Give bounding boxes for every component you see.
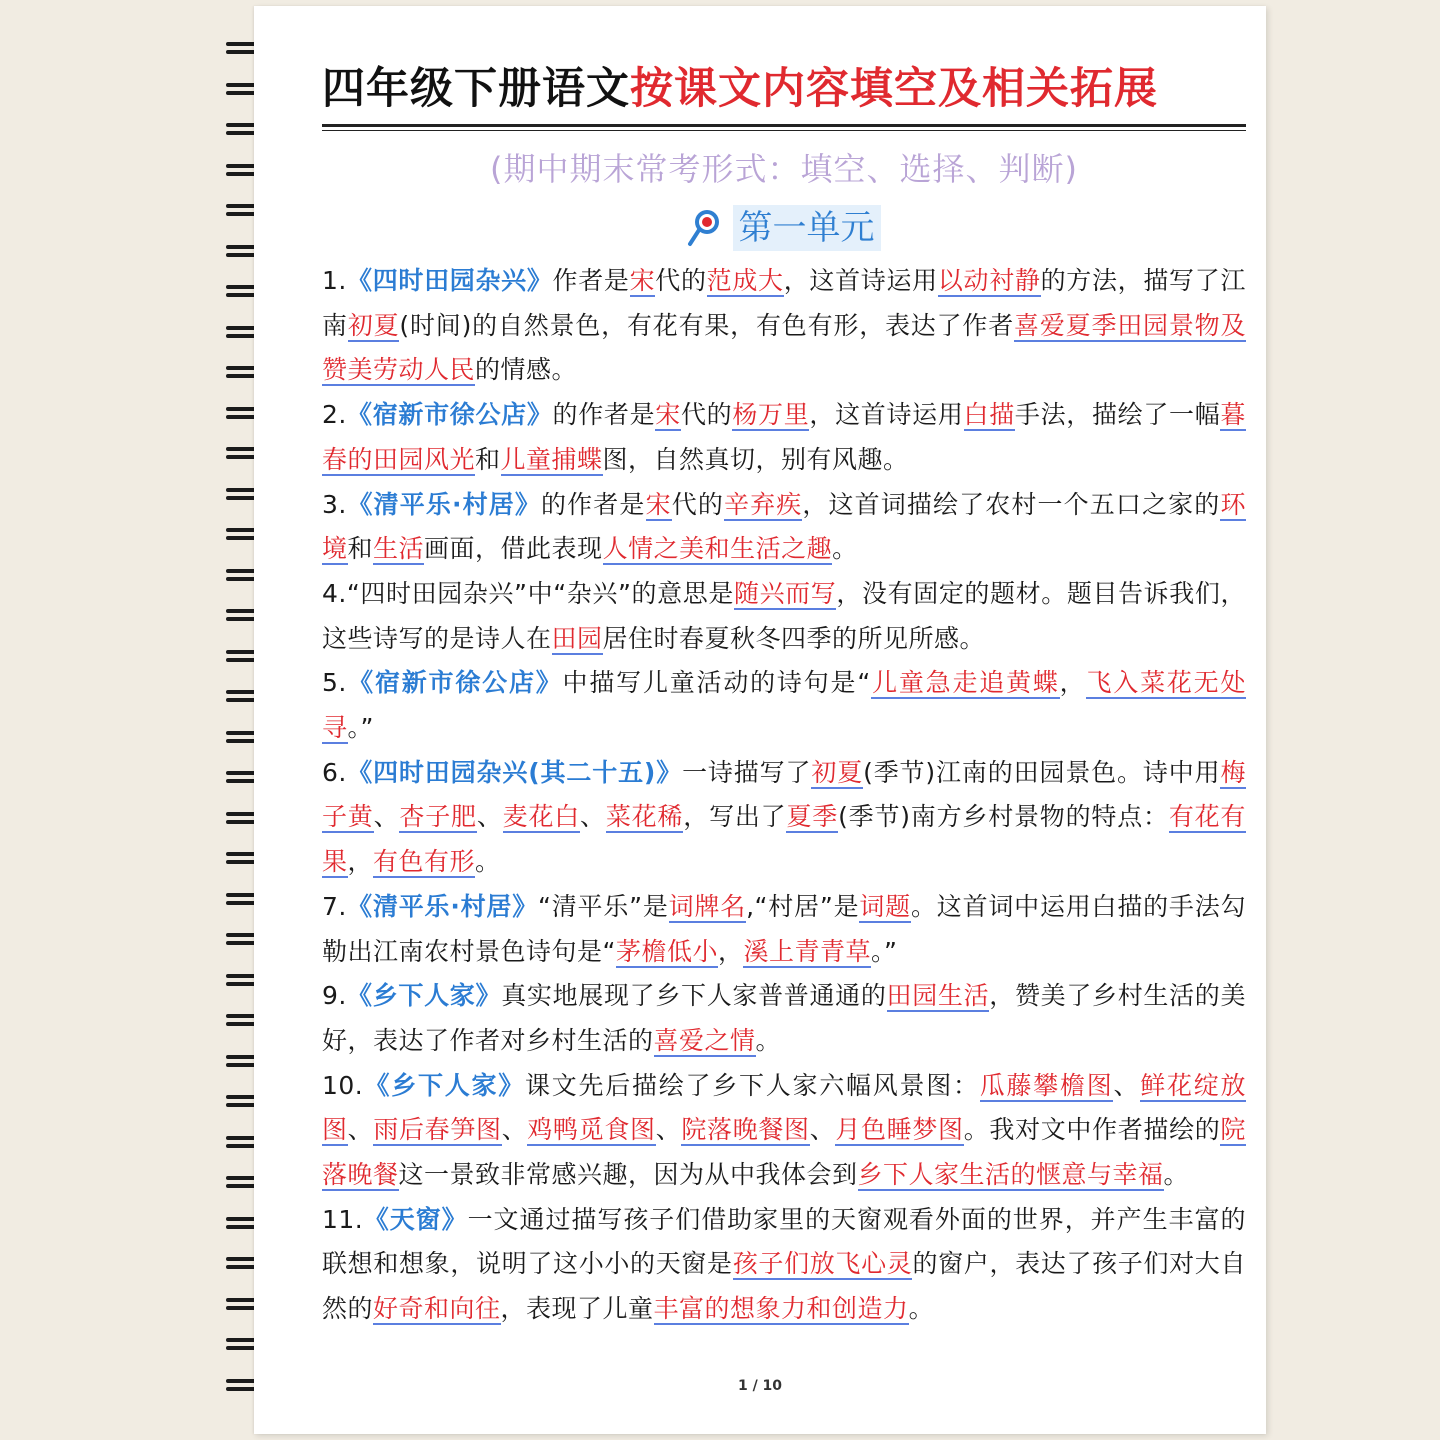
question-text: ，这首词描绘了农村一个五口之家的	[802, 489, 1221, 519]
answer-blank: 梅子黄	[322, 757, 1246, 832]
question-text: 和	[347, 534, 374, 564]
question-item	[322, 661, 1246, 750]
question-text: ，这首诗运用	[809, 400, 964, 430]
book-title: 《乡下人家》	[346, 981, 502, 1011]
question-text: 11.	[322, 1204, 364, 1234]
question-text: ，	[1059, 668, 1087, 698]
answer-blank: 初夏	[347, 310, 400, 340]
question-text: 10.	[322, 1070, 364, 1100]
subtitle: (期中期末常考形式：填空、选择、判断)	[490, 150, 1078, 188]
question-text: ，表现了儿童	[500, 1294, 654, 1324]
question-text: “清平乐”是	[538, 891, 669, 921]
question-item	[322, 1198, 1246, 1332]
question-text: 的情感。	[475, 355, 578, 385]
answer-blank: 范成大	[706, 266, 784, 295]
question-text: 、	[809, 1115, 836, 1145]
question-text: 。	[1163, 1160, 1190, 1190]
title-rule	[322, 124, 1246, 127]
answer-blank: 瓜藤攀檐图	[979, 1070, 1114, 1100]
answer-blank: 儿童捕蝶	[500, 444, 603, 474]
book-title: 《乡下人家》	[363, 1070, 525, 1100]
question-text: 。	[475, 847, 501, 877]
answer-blank: 茅檐低小	[615, 936, 718, 966]
answer-blank: 词牌名	[668, 891, 747, 921]
question-text: 4.“四时田园杂兴”中“杂兴”的意思是	[322, 578, 734, 608]
question-text: 。	[908, 1294, 935, 1324]
answer-blank: 词题	[859, 891, 911, 921]
question-text: (季节)南方乡村景物的特点：	[838, 802, 1169, 832]
answer-blank: 好奇和向往	[373, 1294, 501, 1324]
book-title: 《宿新市徐公店》	[346, 668, 563, 698]
question-text: ,“村居”是	[746, 891, 860, 921]
question-text: ，写出了	[683, 802, 787, 832]
answer-blank: 儿童急走追黄蝶	[870, 668, 1060, 698]
answer-blank: 有色有形	[373, 847, 476, 877]
answer-blank: 鲜花绽放图	[322, 1070, 1246, 1145]
answer-blank: 鸡鸭觅食图	[527, 1115, 656, 1145]
question-text: 的窗户，表达了孩子们对大自然的	[322, 1249, 1246, 1324]
answer-blank: 白描	[963, 400, 1015, 430]
answer-blank: 丰富的想象力和创造力	[653, 1294, 909, 1324]
question-text: 。我对文中作者描绘的	[963, 1115, 1221, 1145]
question-text: 代的	[671, 489, 724, 519]
answer-blank: 田园	[551, 623, 603, 653]
title-rule-thin	[322, 130, 1246, 131]
answer-blank: 随兴而写	[733, 578, 837, 608]
answer-blank: 溪上青青草	[743, 936, 871, 966]
answer-blank: 宋	[629, 266, 656, 295]
question-text: 一文通过描写孩子们借助家里的天窗观看外面的世界，并产生丰富的联想和想象，说明了这小小的天窗是	[322, 1204, 1246, 1279]
answer-blank: 飞入菜花无处寻	[322, 668, 1246, 743]
question-text: 1.	[322, 266, 347, 295]
question-item	[322, 572, 1246, 661]
unit-label: 第一单元	[733, 205, 881, 251]
question-text: 、	[1113, 1070, 1141, 1100]
answer-blank: 有花有果	[322, 802, 1246, 877]
question-text: 中描写儿童活动的诗句是“	[562, 668, 871, 698]
question-text: 。	[755, 1025, 782, 1055]
question-text: 。”	[871, 936, 898, 966]
page-title	[322, 60, 1246, 124]
answer-blank: 院落晚餐图	[681, 1115, 810, 1145]
answer-blank: 喜爱夏季田园景物及赞美劳动人民	[322, 310, 1246, 385]
answer-blank: 喜爱之情	[653, 1025, 756, 1055]
question-text: 。这首词中运用白描的手法勾勒出江南农村景色诗句是“	[322, 891, 1246, 966]
question-text: 2.	[322, 400, 347, 430]
question-text: 手法，描绘了一幅	[1014, 400, 1221, 430]
question-text: 。	[832, 534, 858, 564]
answer-blank: 人情之美和生活之趣	[602, 534, 833, 564]
question-text: ，	[717, 936, 744, 966]
answer-blank: 月色睡梦图	[835, 1115, 964, 1145]
question-text: 居住时春夏秋冬四季的所见所感。	[602, 623, 986, 653]
question-text: 9.	[322, 981, 347, 1011]
question-text: ，	[347, 847, 374, 877]
question-text: 和	[475, 444, 501, 474]
question-text: 图，自然真切，别有风趣。	[602, 444, 909, 474]
question-text: ，赞美了乡村生活的美好，表达了作者对乡村生活的	[322, 981, 1246, 1055]
question-text: 、	[373, 802, 400, 832]
answer-blank: 菜花稀	[605, 802, 684, 832]
answer-blank: 麦花白	[502, 802, 581, 832]
question-text: 一诗描写了	[682, 757, 812, 787]
answer-blank: 田园生活	[886, 981, 990, 1011]
question-text: 7.	[322, 891, 347, 921]
book-title: 《天窗》	[363, 1204, 468, 1234]
question-text: 、	[476, 802, 503, 832]
title-red-part: 按课文内容填空及相关拓展	[630, 64, 1158, 114]
question-text: (季节)江南的田园景色。诗中用	[863, 757, 1221, 787]
answer-blank: 夏季	[786, 802, 839, 832]
question-text: 3.	[322, 489, 347, 519]
pin-icon	[687, 208, 723, 248]
question-text: 的作者是	[552, 400, 656, 430]
answer-blank: 初夏	[811, 757, 864, 787]
question-text: 6.	[322, 757, 347, 787]
page-indicator: 1 / 10	[737, 1378, 783, 1394]
question-list	[322, 259, 1246, 1332]
unit-header	[322, 201, 1246, 253]
question-text: 、	[501, 1115, 528, 1145]
answer-blank: 孩子们放飞心灵	[732, 1249, 913, 1279]
question-text: 5.	[322, 668, 347, 698]
answer-blank: 以动衬静	[937, 266, 1041, 295]
question-text: 的作者是	[541, 489, 646, 519]
answer-blank: 环境	[322, 489, 1246, 564]
question-text: 画面，借此表现	[424, 534, 603, 564]
question-item	[322, 393, 1246, 482]
question-text: 这一景致非常感兴趣，因为从中我体会到	[398, 1160, 858, 1190]
question-item	[322, 974, 1246, 1063]
answer-blank: 杏子肥	[399, 802, 477, 832]
answer-blank: 暮春的田园风光	[322, 400, 1246, 474]
answer-blank: 宋	[645, 489, 672, 519]
book-title: 《清平乐·村居》	[346, 891, 538, 921]
answer-blank: 杨万里	[732, 400, 810, 430]
question-item	[322, 885, 1246, 974]
question-text: ，没有固定的题材。题目告诉我们，这些诗写的是诗人在	[322, 578, 1246, 653]
question-text: 作者是	[552, 266, 630, 295]
book-title: 《宿新市徐公店》	[346, 400, 553, 430]
question-text: 、	[347, 1115, 374, 1145]
question-text: 课文先后描绘了乡下人家六幅风景图：	[525, 1070, 980, 1100]
answer-blank: 宋	[655, 400, 681, 430]
question-item	[322, 1064, 1246, 1198]
book-title: 《四时田园杂兴》	[346, 266, 553, 295]
question-text: 代的	[680, 400, 733, 430]
answer-blank: 辛弃疾	[723, 489, 803, 519]
answer-blank: 雨后春笋图	[373, 1115, 502, 1145]
question-item	[322, 751, 1246, 885]
question-text: 。”	[347, 713, 374, 743]
title-black-part: 四年级下册语文	[322, 64, 630, 114]
question-text: 真实地展现了乡下人家普普通通的	[501, 981, 887, 1011]
question-text: 代的	[655, 266, 707, 295]
question-item	[322, 259, 1246, 393]
answer-blank: 生活	[373, 534, 425, 564]
answer-blank: 院落晚餐	[322, 1115, 1246, 1190]
question-text: (时间)的自然景色，有花有果，有色有形，表达了作者	[399, 310, 1015, 340]
question-item	[322, 483, 1246, 572]
question-text: 、	[580, 802, 606, 832]
book-title: 《四时田园杂兴(其二十五)》	[346, 757, 683, 787]
question-text: ，这首诗运用	[783, 266, 938, 295]
question-text: 、	[655, 1115, 682, 1145]
answer-blank: 乡下人家生活的惬意与幸福	[857, 1160, 1164, 1190]
question-text: 的方法，描写了江南	[322, 266, 1246, 340]
book-title: 《清平乐·村居》	[346, 489, 542, 519]
page-content	[322, 60, 1246, 1332]
